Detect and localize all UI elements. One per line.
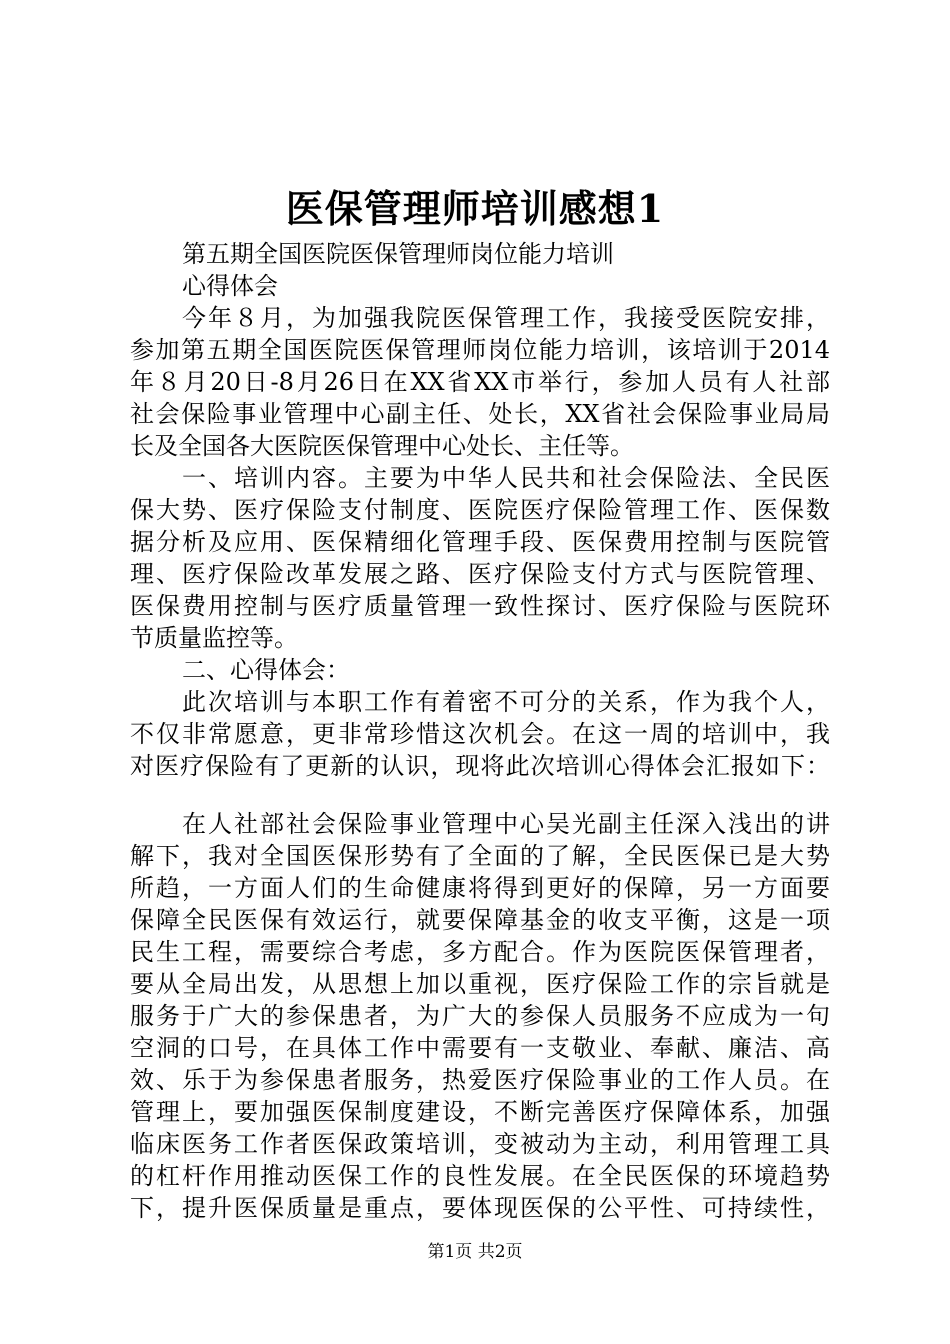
page-footer: 第1页 共2页: [427, 1242, 523, 1262]
text-line: 年８月20日-8月26日在XX省XX市举行，参加人员有人社部: [130, 368, 830, 396]
text-line: 空洞的口号，在具体工作中需要有一支敬业、奉献、廉洁、高: [130, 1034, 830, 1062]
text-line: 服务于广大的参保患者，为广大的参保人员服务不应成为一句: [130, 1002, 830, 1030]
text-line: 民生工程，需要综合考虑，多方配合。作为医院医保管理者，: [130, 938, 830, 966]
document-body: [130, 238, 830, 1224]
text-line: 此次培训与本职工作有着密不可分的关系，作为我个人，: [182, 688, 830, 716]
text-line: 在人社部社会保险事业管理中心吴光副主任深入浅出的讲: [182, 810, 830, 838]
text-line: 据分析及应用、医保精细化管理手段、医保费用控制与医院管: [130, 528, 830, 556]
text-line: 第五期全国医院医保管理师岗位能力培训: [182, 240, 614, 268]
text-line: 节质量监控等。: [130, 624, 298, 652]
text-line: 医保费用控制与医疗质量管理一致性探讨、医疗保险与医院环: [130, 592, 830, 620]
text-line: 二、心得体会：: [182, 656, 350, 684]
text-line: 临床医务工作者医保政策培训，变被动为主动，利用管理工具: [130, 1130, 830, 1158]
text-line: 管理上，要加强医保制度建设，不断完善医疗保障体系，加强: [130, 1098, 830, 1126]
text-line: 所趋，一方面人们的生命健康将得到更好的保障，另一方面要: [130, 874, 830, 902]
text-line: 对医疗保险有了更新的认识，现将此次培训心得体会汇报如下：: [130, 752, 830, 780]
text-line: 长及全国各大医院医保管理中心处长、主任等。: [130, 432, 634, 460]
text-line: 保大势、医疗保险支付制度、医院医疗保险管理工作、医保数: [130, 496, 830, 524]
text-line: 今年８月，为加强我院医保管理工作，我接受医院安排，: [182, 304, 830, 332]
text-line: 效、乐于为参保患者服务，热爱医疗保险事业的工作人员。在: [130, 1066, 830, 1094]
text-line: 心得体会: [182, 272, 278, 300]
text-line: 社会保险事业管理中心副主任、处长，XX省社会保险事业局局: [130, 400, 830, 428]
text-line: 不仅非常愿意，更非常珍惜这次机会。在这一周的培训中，我: [130, 720, 830, 748]
text-line: 要从全局出发，从思想上加以重视，医疗保险工作的宗旨就是: [130, 970, 830, 998]
text-line: 保障全民医保有效运行，就要保障基金的收支平衡，这是一项: [130, 906, 830, 934]
document-title: 医保管理师培训感想1: [285, 186, 665, 231]
text-line: 一、培训内容。主要为中华人民共和社会保险法、全民医: [182, 464, 830, 492]
paragraph-gap: [130, 782, 830, 808]
text-line: 理、医疗保险改革发展之路、医疗保险支付方式与医院管理、: [130, 560, 830, 588]
text-line: 的杠杆作用推动医保工作的良性发展。在全民医保的环境趋势: [130, 1162, 830, 1190]
text-line: 下，提升医保质量是重点，要体现医保的公平性、可持续性，: [130, 1194, 830, 1222]
text-line: 解下，我对全国医保形势有了全面的了解，全民医保已是大势: [130, 842, 830, 870]
text-line: 参加第五期全国医院医保管理师岗位能力培训，该培训于2014: [130, 336, 830, 364]
